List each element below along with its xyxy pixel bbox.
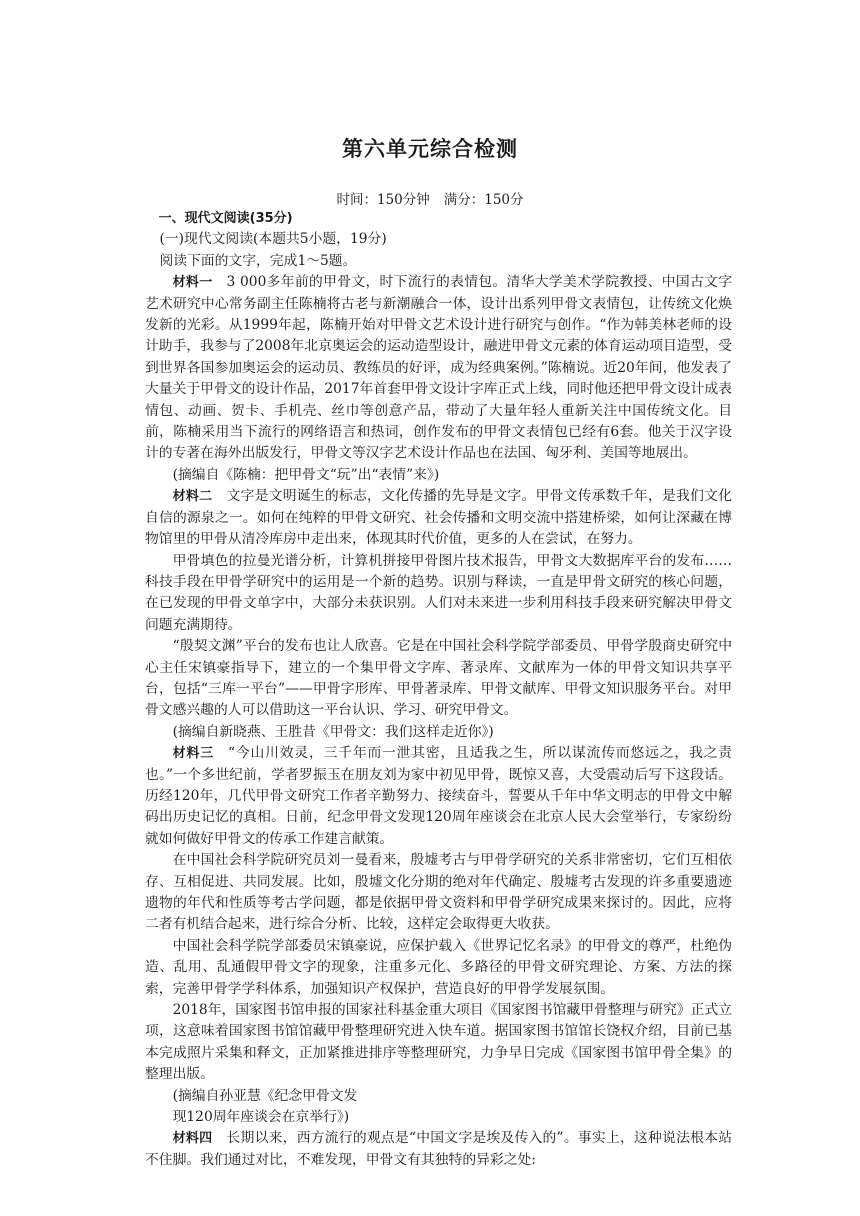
material-source: (摘编自《陈楠：把甲骨文“玩”出“表情”来》): [172, 466, 440, 483]
material-label: 材料二: [172, 489, 213, 505]
section-heading: 一、现代文阅读(35分): [158, 211, 293, 226]
material-text: 文字是文明诞生的标志，文化传播的先导是文字。甲骨文传承数千年，是我们文化自信的源泉之一。如何在纯粹的甲骨文研究、社会传播和文明交流中搭建桥梁，如何让深藏在博物馆里的甲骨从清冷库房中走出来，体现其时代价值，更多的人在尝试，在努力。: [145, 488, 732, 548]
material-source-continued: 现120周年座谈会在京举行》): [172, 1109, 350, 1126]
material-label: 材料一: [172, 275, 213, 291]
document-title: 第六单元综合检测: [342, 137, 518, 161]
paragraph: 甲骨填色的拉曼光谱分析，计算机拼接甲骨图片技术报告，甲骨文大数据库平台的发布……科技手段在甲骨学研究中的运用是一个新的趋势。识别与释读，一直是甲骨文研究的核心问题，在已发现的甲骨文单字中，大部分未获识别。人们对未来进一步利用科技手段来研究解决甲骨文问题充满期待。: [145, 552, 732, 633]
material-one: [145, 272, 732, 465]
material-text: 3 000多年前的甲骨文，时下流行的表情包。清华大学美术学院教授、中国古文字艺术研究中心常务副主任陈楠将古老与新潮融合一体，设计出系列甲骨文表情包，让传统文化焕发新的光彩。从1999年起，陈楠开始对甲骨文艺术设计进行研究与创作。“作为韩美林老师的设计助手，我参与了2008年北京奥运会的运动造型设计，融进甲骨文元素的体育运动项目造型，受到世界各国参加奥运会的运动员、教练员的好评，成为经典案例。”陈楠说。近20年间，他发表了大量关于甲骨文的设计作品，2017年首套甲骨文设计字库正式上线，同时他还把甲骨文设计成表情包、动画、贺卡、手机壳、丝巾等创意产品，带动了大量年轻人重新关注中国传统文化。目前，陈楠采用当下流行的网络语言和热词，创作发布的甲骨文表情包已经有6套。他关于汉字设计的专著在海外出版发行，甲骨文等汉字艺术设计作品也在法国、匈牙利、美国等地展出。: [145, 274, 732, 462]
material-source: (摘编自新晓燕、王胜昔《甲骨文：我们这样走近你》): [172, 723, 494, 740]
section-subheading: (一)现代文阅读(本题共5小题，19分): [159, 231, 387, 248]
exam-score: 满分：150分: [443, 192, 524, 208]
material-four: [145, 1128, 732, 1171]
material-label: 材料三: [172, 746, 215, 762]
paragraph: 2018年，国家图书馆申报的国家社科基金重大项目《国家图书馆藏甲骨整理与研究》正式立项，这意味着国家图书馆馆藏甲骨整理研究进入快车道。据国家图书馆馆长饶权介绍，目前已基本完成照片采集和释文，正加紧推进排序等整理研究，力争早日完成《国家图书馆甲骨全集》的整理出版。: [145, 1002, 732, 1083]
exam-time: 时间：150分钟: [336, 192, 430, 208]
material-label: 材料四: [172, 1131, 213, 1147]
paragraph: 中国社会科学院学部委员宋镇豪说，应保护载入《世界记忆名录》的甲骨文的尊严，杜绝伪造、乱用、乱通假甲骨文字的现象，注重多元化、多路径的甲骨文研究理论、方案、方法的探索，完善甲骨学学科体系，加强知识产权保护，营造良好的甲骨学发展氛围。: [145, 937, 732, 997]
material-three: [145, 743, 732, 850]
document-body: [145, 208, 732, 1171]
exam-meta: [0, 188, 860, 208]
paragraph: “殷契文渊”平台的发布也让人欣喜。它是在中国社会科学院学部委员、甲骨学殷商史研究中心主任宋镇豪指导下，建立的一个集甲骨文字库、著录库、文献库为一体的甲骨文知识共享平台，包括“三库一平台”——甲骨字形库、甲骨著录库、甲骨文献库、甲骨文知识服务平台。对甲骨文感兴趣的人可以借助这一平台认识、学习、研究甲骨文。: [145, 638, 732, 719]
material-source: (摘编自孙亚慧《纪念甲骨文发: [172, 1087, 358, 1104]
paragraph: 在中国社会科学院研究员刘一曼看来，殷墟考古与甲骨学研究的关系非常密切，它们互相依存、互相促进、共同发展。比如，殷墟文化分期的绝对年代确定、殷墟考古发现的许多重要遗迹遗物的年代和性质等考古学问题，都是依据甲骨文资料和甲骨学研究成果来探讨的。因此，应将二者有机结合起来，进行综合分析、比较，这样定会取得更大收获。: [145, 852, 732, 933]
material-text: “今山川效灵，三千年而一泄其密，且适我之生，所以谋流传而悠远之，我之责也。”一个多世纪前，学者罗振玉在朋友刘为家中初见甲骨，既惊又喜，大受震动后写下这段话。历经120年，几代甲骨文研究工作者辛勤努力、接续奋斗，誓要从千年中华文明志的甲骨文中解码出历史记忆的真相。日前，纪念甲骨文发现120周年座谈会在北京人民大会堂举行，专家纷纷就如何做好甲骨文的传承工作建言献策。: [145, 745, 732, 847]
section-instruction: 阅读下面的文字，完成1～5题。: [159, 252, 357, 269]
material-text: 长期以来，西方流行的观点是“中国文字是埃及传入的”。事实上，这种说法根本站不住脚。我们通过对比，不难发现，甲骨文有其独特的异彩之处:: [145, 1130, 732, 1168]
material-two: [145, 486, 732, 550]
